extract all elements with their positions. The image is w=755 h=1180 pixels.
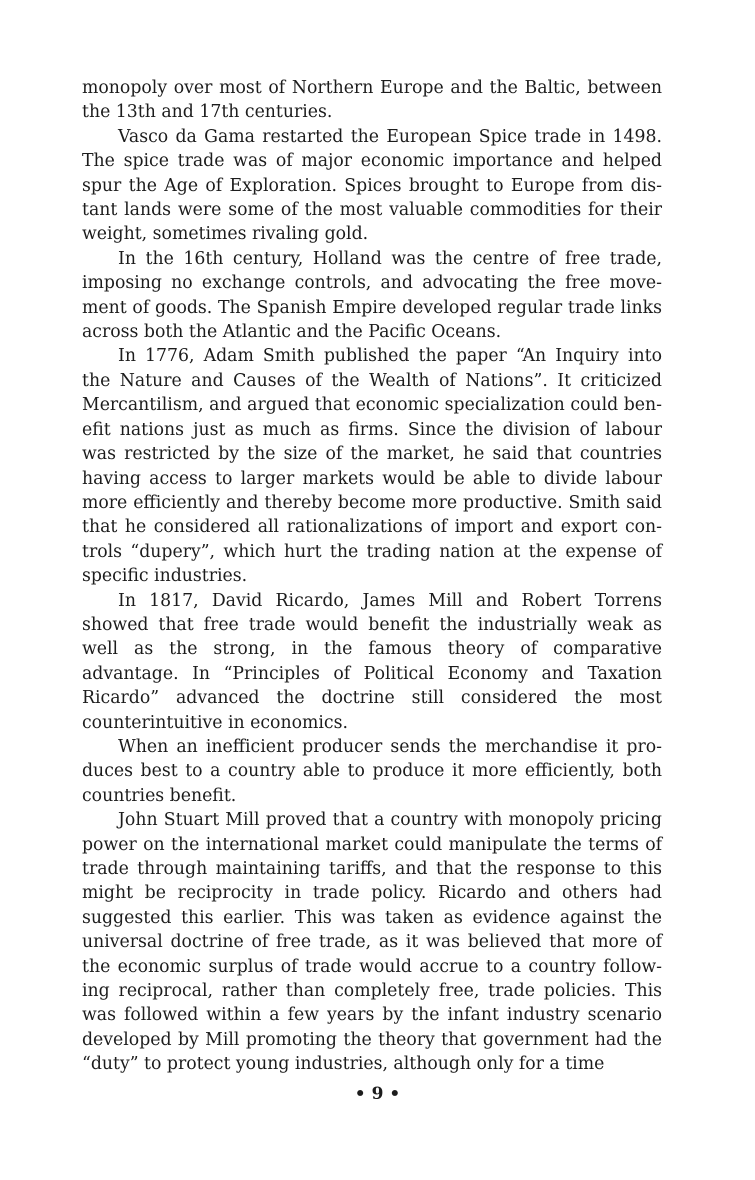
paragraph-ricardo: In 1817, David Ricardo, James Mill and Robert Torrens showed that free trade would benefit the industrially weak as well as the strong, in the famous theory of comparative advantage. In “Principles of Political Economy and Taxation Ricardo” advanced the doctrine still considered the most counterintuitive in economics. <box>82 590 662 733</box>
paragraph-holland: In the 16th century, Holland was the centre of free trade, imposing no exchange controls, and advocating the free movement of goods. The Spanish Empire developed regular trade links across both the Atlantic and the Pacific Oceans. <box>82 248 662 343</box>
paragraph-adam-smith: In 1776, Adam Smith published the paper “An Inquiry into the Nature and Causes of the Wealth of Nations”. It criticized Mercantilism, and argued that economic specialization could benefit nations just as much as firms. Since the division of labour was restricted by the size of the market, he said that countries having access to larger markets would be able to divide labour more efficiently and thereby become more productive. Smith said that he considered all rationalizations of import and export controls “dupery”, which hurt the trading nation at the expense of specific industries. <box>82 346 662 587</box>
paragraph-vasco-da-gama: Vasco da Gama restarted the European Spice trade in 1498. The spice trade was of major economic importance and helped spur the Age of Exploration. Spices brought to Europe from distant lands were some of the most valuable commodities for their weight, sometimes rivaling gold. <box>82 126 662 245</box>
page-number: • 9 • <box>354 1084 401 1104</box>
page-body <box>82 76 662 1077</box>
paragraph-hanseatic-continued: monopoly over most of Northern Europe and the Baltic, between the 13th and 17th centuries. <box>82 78 662 123</box>
paragraph-john-stuart-mill: John Stuart Mill proved that a country with monopoly pricing power on the international market could manipulate the terms of trade through maintaining tariffs, and that the response to this might be reciprocity in trade policy. Ricardo and others had suggested this earlier. This was taken as evidence against the universal doctrine of free trade, as it was believed that more of the economic surplus of trade would accrue to a country following reciprocal, rather than completely free, trade policies. This was followed within a few years by the infant industry scenario developed by Mill promoting the theory that government had the “duty” to protect young industries, although only for a time <box>82 810 662 1075</box>
paragraph-inefficient-producer: When an inefficient producer sends the merchandise it produces best to a country able to produce it more efficiently, both countries benefit. <box>82 736 662 806</box>
